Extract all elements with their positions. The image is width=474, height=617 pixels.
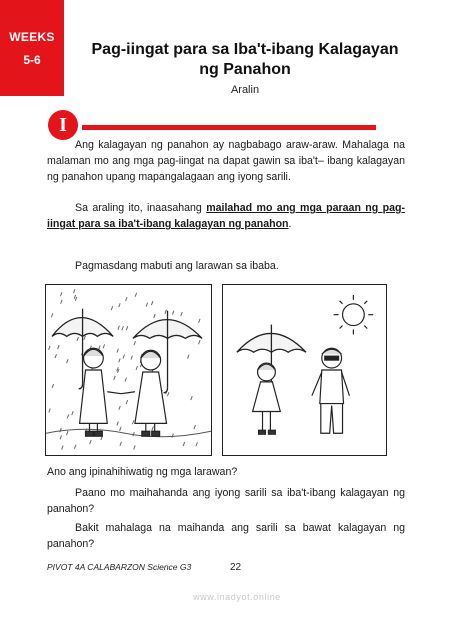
rain-drop — [103, 344, 104, 348]
rain-drop — [114, 376, 115, 380]
rain-drop — [111, 306, 112, 310]
rain-drop — [62, 446, 63, 450]
rainy-weather-image — [45, 284, 212, 456]
question-3-text: Bakit mahalaga na maihanda ang sarili sa bawat kalagayan ng panahon? — [47, 522, 405, 550]
rain-drop — [60, 435, 61, 439]
objective-bold: mailahad mo ang mga paraan ng pag-iingat para sa iba't-ibang kalagayan ng panahon — [47, 202, 405, 230]
question-1: Ano ang ipinahihiwatig ng mga larawan? — [47, 466, 238, 478]
rain-drop — [118, 326, 119, 330]
rain-drop — [119, 406, 120, 410]
page-title-line1: Pag-iingat para sa Iba't-ibang Kalagayan — [91, 41, 399, 58]
rain-drop — [74, 289, 75, 293]
weeks-tab — [0, 0, 64, 96]
rain-drop — [75, 297, 76, 301]
rain-drop — [51, 313, 52, 317]
instruction-text: Pagmasdang mabuti ang larawan sa ibaba. — [75, 260, 279, 272]
objective-pre: Sa araling ito, inaasahang — [75, 202, 207, 214]
rain-drop — [117, 422, 118, 426]
footer-source: PIVOT 4A CALABARZON Science G3 — [47, 562, 192, 572]
rain-drop — [119, 303, 120, 307]
rain-drop — [61, 300, 62, 304]
rain-drop — [117, 349, 118, 353]
page-title — [80, 40, 410, 80]
rain-drop — [74, 445, 75, 449]
rain-drop — [119, 358, 120, 362]
rain-drop — [165, 310, 166, 314]
page-title-line2: ng Panahon — [199, 61, 291, 78]
rain-drop — [126, 297, 127, 301]
question-2-text: Paano mo maihahanda ang iyong sarili sa iba't-ibang kalagayan ng panahon? — [47, 487, 405, 515]
rain-drop — [123, 355, 124, 359]
rain-drop — [126, 326, 127, 330]
weeks-range: 5-6 — [23, 53, 41, 67]
child-figure — [80, 348, 108, 436]
rain-drop — [125, 378, 126, 382]
watermark: www.inadyot.online — [193, 592, 281, 602]
rain-drop — [120, 427, 121, 431]
rain-drop — [90, 440, 91, 444]
sunny-scene-illustration — [223, 285, 386, 455]
rain-drop — [152, 426, 153, 430]
rain-drop — [67, 359, 68, 363]
page-subtitle: Aralin — [230, 84, 260, 96]
rain-drop — [146, 303, 147, 307]
rain-drop — [199, 319, 200, 323]
instruction-paragraph — [47, 258, 405, 274]
sun-icon — [334, 295, 374, 335]
child-figure — [253, 363, 281, 434]
rain-drop — [172, 311, 173, 315]
child-figure — [312, 348, 350, 433]
rain-drop — [194, 425, 195, 429]
rain-drop — [60, 428, 61, 432]
rain-drop — [120, 442, 121, 446]
rain-drop — [181, 312, 182, 316]
rain-drop — [136, 366, 137, 370]
rain-drop — [58, 345, 59, 349]
section-divider — [82, 125, 376, 130]
rain-drops — [49, 289, 200, 449]
rain-drop — [67, 414, 68, 418]
rain-drop — [74, 295, 75, 299]
rain-drop — [134, 341, 135, 345]
rain-drop — [126, 400, 127, 404]
rain-drop — [99, 345, 100, 349]
rain-drop — [52, 384, 53, 388]
rain-drop — [188, 355, 189, 359]
rain-drop — [55, 354, 56, 358]
rain-drop — [60, 292, 61, 296]
rain-drop — [72, 411, 73, 415]
rain-drop — [77, 337, 78, 341]
sunny-weather-image — [222, 284, 387, 456]
rain-drop — [132, 420, 133, 424]
rain-drop — [183, 442, 184, 446]
rain-drop — [122, 326, 123, 330]
rain-drop — [131, 356, 132, 360]
child-figure — [107, 350, 166, 436]
page-number: 22 — [230, 562, 242, 573]
intro-text: Ang kalagayan ng panahon ay nagbabago araw-araw. Mahalaga na malaman mo ang mga pag-iingat na dapat gawin sa iba't– ibang kalagayan ng panahon upang mapangalagaan ang iyong sarili. — [47, 139, 405, 183]
question-2 — [47, 485, 405, 517]
rain-drop — [154, 314, 155, 318]
weeks-label: WEEKS — [9, 30, 55, 44]
rainy-scene-illustration — [46, 285, 211, 455]
rain-drop — [191, 396, 192, 400]
umbrella-icon — [52, 309, 113, 389]
intro-paragraph — [47, 137, 405, 185]
rain-drop — [196, 442, 197, 446]
objective-post: . — [288, 218, 292, 230]
rain-drop — [167, 392, 168, 396]
rain-drop — [49, 409, 50, 413]
rain-drop — [66, 431, 67, 435]
rain-drop — [198, 340, 199, 344]
rain-drop — [135, 293, 136, 297]
rain-drop — [84, 336, 85, 340]
rain-drop — [49, 346, 50, 350]
question-3 — [47, 520, 405, 552]
section-numeral-badge: I — [48, 110, 78, 140]
objective-paragraph — [47, 200, 405, 232]
rain-drop — [151, 301, 152, 305]
rain-drop — [134, 445, 135, 449]
